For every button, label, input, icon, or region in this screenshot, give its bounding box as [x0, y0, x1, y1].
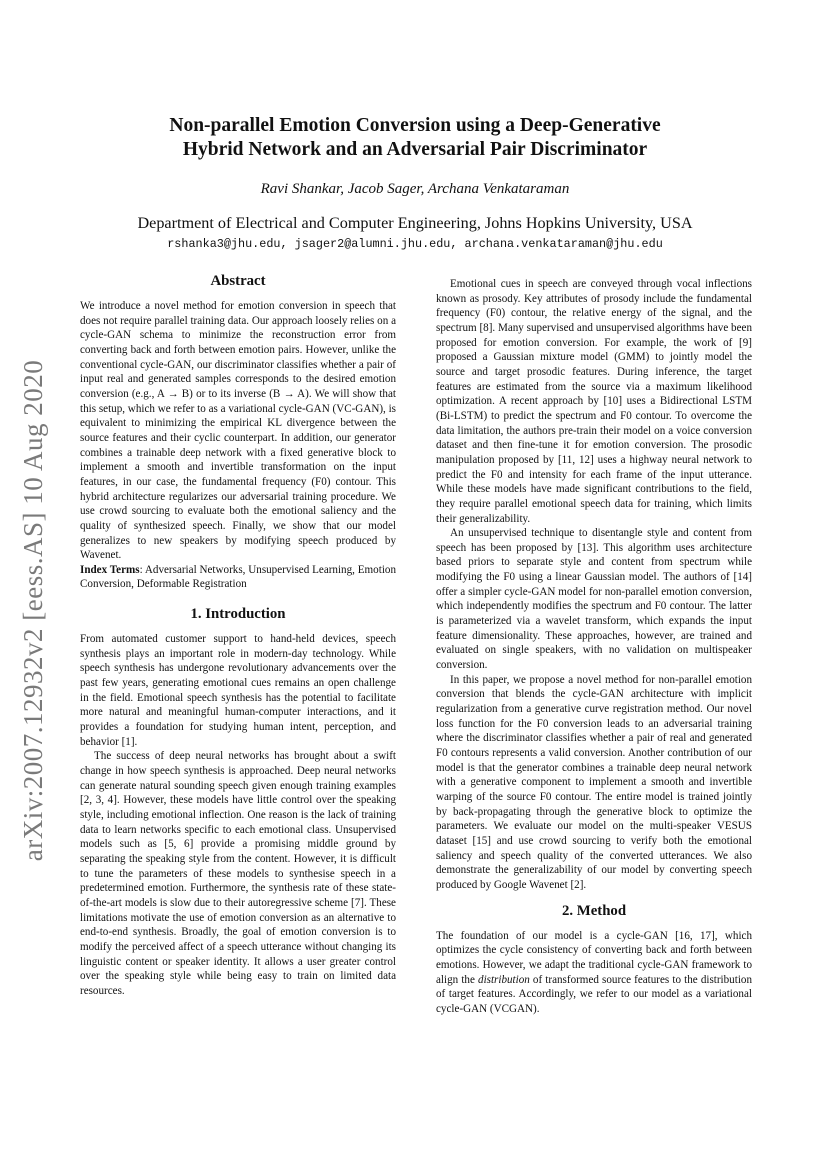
method-p1-before: The foundation of our model is a cycle-GAN [16, 17], which optimizes the cycle consistency of converting back and forth between emotions. However, we adapt the traditional cycle-GAN framework to align the [436, 929, 752, 986]
author-emails: rshanka3@jhu.edu, jsager2@alumni.jhu.edu, archana.venkataraman@jhu.edu [167, 237, 663, 251]
paper-title [80, 114, 750, 162]
intro-paragraph-1: From automated customer support to hand-held devices, speech synthesis plays an important role in modern-day technology. While speech synthesis has undergone revolutionary advancements over the past few years, generating emotional cues remains an open challenge in the field. Emotional speech synthesis has the potential to facilitate more natural and meaningful human-computer interactions, and it provides a foundation for studying human intent, perception, and behavior [1]. [80, 633, 396, 748]
title-line-2: Hybrid Network and an Adversarial Pair Discriminator [182, 139, 648, 160]
title-line-1: Non-parallel Emotion Conversion using a Deep-Generative [169, 115, 661, 136]
method-paragraph-1 [436, 929, 752, 1017]
method-p1-emphasis: distribution [478, 973, 530, 986]
abstract-heading: Abstract [210, 273, 266, 289]
index-terms-text: : Adversarial Networks, Unsupervised Learning, Emotion Conversion, Deformable Registration [80, 563, 396, 591]
right-column [436, 277, 752, 1017]
intro-paragraph-5: In this paper, we propose a novel method for non-parallel emotion conversion that blends the cycle-GAN architecture with implicit regularization from a generative curve registration method. Our novel loss function for the F0 conversion leads to an adversarial training where the discriminator classifies whether a pair of real and generated F0 contours represents a valid conversion. Another contribution of our model is that the generator combines a trainable deep neural network with a generative component to implement a smooth and invertible warping of the source F0 contour. The entire model is trained jointly by back-propagating through the generative block to optimize the parameters. We evaluate our model on the multi-speaker VESUS dataset [15] and use crowd sourcing to verify both the emotional saliency and speech quality of the converted utterances. We also demonstrate the generalizability of our model by converting speech produced by Google Wavenet [2]. [436, 673, 752, 891]
index-terms [80, 563, 396, 592]
left-column [80, 272, 396, 999]
abstract-text: We introduce a novel method for emotion conversion in speech that does not require parallel training data. Our approach loosely relies on a cycle-GAN schema to minimize the reconstruction error from converting back and forth between emotion pairs. However, unlike the conventional cycle-GAN, our discriminator classifies whether a pair of input real and generated samples corresponds to the desired emotion conversion (e.g., A → B) or to its inverse (B → A). We will show that this setup, which we refer to as a variational cycle-GAN (VC-GAN), is equivalent to minimizing the empirical KL divergence between the source features and their cyclic counterpart. In addition, our generator combines a trainable deep network with a fixed generative block to implement a smooth and invertible transformation on the input features, in our case, the fundamental frequency (F0) contour. This hybrid architecture regularizes our adversarial training procedure. We use crowd sourcing to evaluate both the emotional saliency and the quality of synthesized speech. Finally, we show that our model generalizes to new speakers by modifying speech produced by Wavenet. [80, 300, 396, 562]
introduction-heading: 1. Introduction [190, 606, 286, 623]
arxiv-id-text: arXiv:2007.12932v2 [eess.AS] 10 Aug 2020 [18, 359, 49, 861]
intro-paragraph-2: The success of deep neural networks has brought about a swift change in how speech synthesis is approached. Deep neural networks can generate natural sounding speech given enough training examples [2, 3, 4]. However, these models have little control over the speaking style, including emotional inflection. One reason is the lack of training data to learn networks specific to each emotional class. Unsupervised models such as [5, 6] provide a promising middle ground by separating the speaking style from the content. However, it is difficult to tune the parameters of these models to synthesise speech in a predetermined emotion. Furthermore, the synthesis rate of these state-of-the-art models is slow due to their autoregressive scheme [7]. These limitations motivate the use of emotion conversion as an alternative to end-to-end synthesis. Broadly, the goal of emotion conversion is to modify the perceived affect of a speech utterance without changing its linguistic content or speaker identity. It allows a user greater control over the speaking style while being easy to train on limited data resources. [80, 750, 396, 997]
index-terms-label: Index Terms [80, 563, 140, 576]
intro-paragraph-4: An unsupervised technique to disentangle style and content from speech has been proposed by [13]. This algorithm uses architecture based priors to separate style and content from spectrum while modifying the F0 using a linear Gaussian model. The authors of [14] offer a simpler cycle-GAN model for non-parallel emotion conversion, which independently modifies the spectrum and F0 contour. The latter is parameterized via a wavelet transform, which expands the input feature dimensionality. These approaches, however, are trained and evaluated on single speakers, with no validation on multispeaker conversion. [436, 527, 752, 672]
affiliation: Department of Electrical and Computer Engineering, Johns Hopkins University, USA [137, 214, 693, 232]
author-list: Ravi Shankar, Jacob Sager, Archana Venkataraman [260, 181, 570, 197]
method-p1-after: of transformed source features to the distribution of target features. Accordingly, we refer to our model as a variational cycle-GAN (VCGAN). [436, 973, 752, 1015]
intro-paragraph-3: Emotional cues in speech are conveyed through vocal inflections known as prosody. Key attributes of prosody include the fundamental frequency (F0) contour, the relative energy of the signal, and the spectrum [8]. Many supervised and unsupervised algorithms have been proposed for emotion conversion. For example, the work of [9] proposed a Gaussian mixture model (GMM) to jointly model the source and target prosodic features. During inference, the target features are estimated from the source via a maximum likelihood optimization. A recent approach by [10] uses a Bidirectional LSTM (Bi-LSTM) to predict the spectrum and F0 contour. To overcome the data limitation, the authors pre-train their model on a voice conversion dataset and then fine-tune it for emotion conversion. The prosodic manipulation proposed by [11, 12] uses a highway neural network to predict the F0 and intensity for each frame of the input utterance. While these models have made significant contributions to the field, they require parallel emotional speech data for training, which limits their generalizability. [436, 278, 752, 525]
arxiv-identifier-stamp [14, 340, 54, 880]
method-heading: 2. Method [561, 902, 627, 919]
paper-header [80, 114, 750, 251]
